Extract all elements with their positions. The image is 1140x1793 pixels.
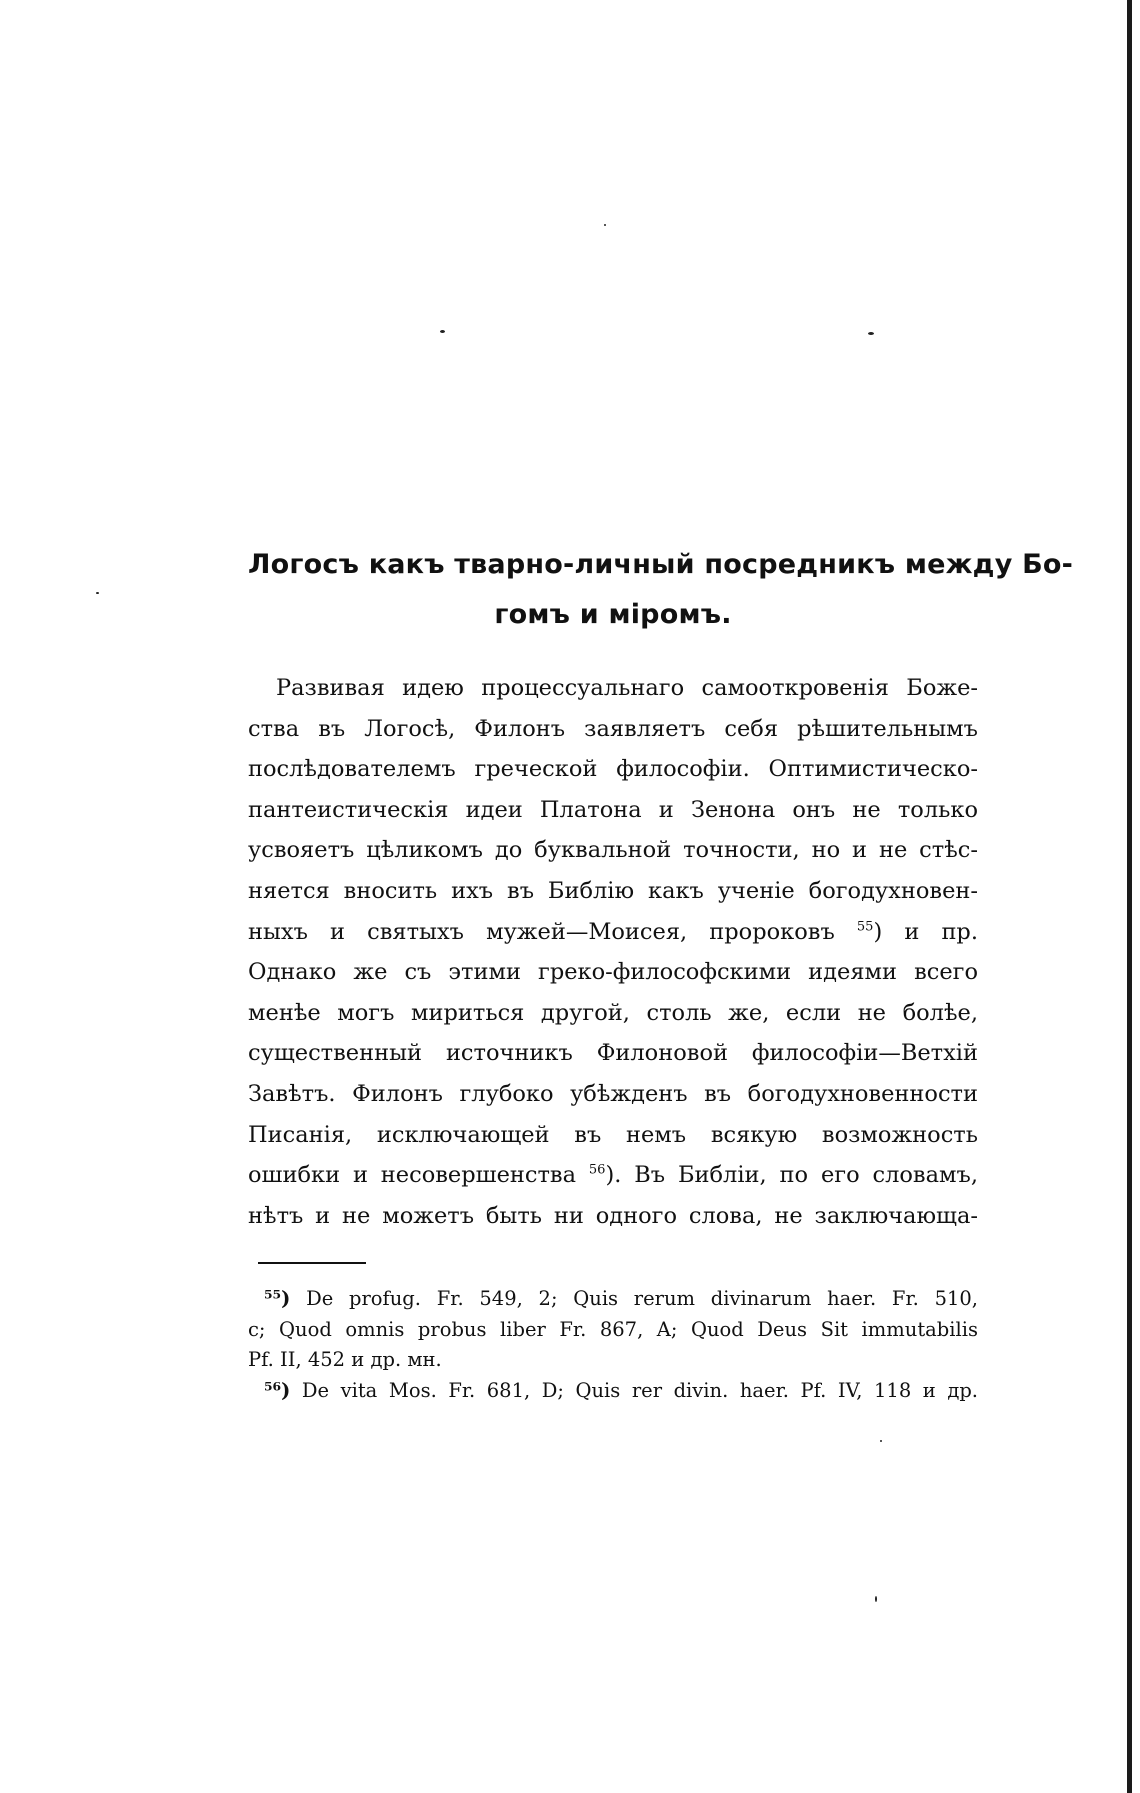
page-edge-shadow <box>1127 0 1132 1793</box>
footnote-divider <box>258 1262 366 1264</box>
scan-speck <box>868 332 874 335</box>
body-line-9: менѣе могъ мириться другой, столь же, если не болѣе, <box>248 999 978 1026</box>
body-line-2: ства въ Логосѣ, Филонъ заявляетъ себя рѣшительнымъ <box>248 715 978 742</box>
footnote-56-mark: ⁵⁶) <box>264 1378 291 1402</box>
footnote-ref-55[interactable]: 55 <box>856 919 874 935</box>
body-line-1: Развивая идею процессуальнаго самооткровенія Боже- <box>276 675 978 701</box>
footnote-56-line-1 <box>248 1376 978 1407</box>
footnote-56-text: De vita Mos. Fr. 681, D; Quis rer divin. haer. Pf. IV, 118 и др. <box>301 1378 979 1402</box>
footnotes <box>248 1284 978 1406</box>
body-line-3: послѣдователемъ греческой философіи. Оптимистическо- <box>248 756 978 783</box>
body-line-5: усвояетъ цѣликомъ до буквальной точности, но и не стѣс- <box>248 837 978 864</box>
body-line-12: Писанія, исключающей въ немъ всякую возможность <box>248 1121 978 1148</box>
footnote-55-mark: ⁵⁵) <box>264 1287 291 1310</box>
body-line-6: няется вносить ихъ въ Библію какъ ученіе богодухновен- <box>248 877 978 904</box>
footnote-55-line-2: c; Quod omnis probus liber Fr. 867, A; Quod Deus Sit immutabilis <box>248 1317 978 1341</box>
footnote-ref-56[interactable]: 56 <box>588 1162 606 1178</box>
body-line-13-text: ошибки и несовершенства <box>248 1162 577 1189</box>
chapter-title-line-1: Логосъ какъ тварно-личный посредникъ между Бо- <box>248 549 1074 580</box>
footnote-55-line-3: Pf. II, 452 и др. мн. <box>248 1348 442 1371</box>
footnote-55-line-1 <box>248 1284 978 1315</box>
scan-speck <box>875 1596 877 1602</box>
chapter-title <box>248 540 1074 640</box>
body-line-11: Завѣтъ. Филонъ глубоко убѣжденъ въ богодухновенности <box>248 1080 978 1107</box>
body-line-10: существенный источникъ Филоновой философіи—Ветхій <box>248 1040 978 1067</box>
body-line-8: Однако же съ этими греко-философскими идеями всего <box>248 959 978 986</box>
body-line-13-end: ). Въ Библіи, по его словамъ, <box>605 1162 978 1189</box>
body-line-4: пантеистическія идеи Платона и Зенона онъ не только <box>248 796 978 823</box>
body-paragraph <box>248 668 978 1236</box>
body-line-7-end: ) и пр. <box>873 918 978 945</box>
body-line-14: нѣтъ и не можетъ быть ни одного слова, не заключающа- <box>248 1202 978 1229</box>
scan-speck <box>604 224 606 226</box>
chapter-title-line-2: гомъ и міромъ. <box>494 599 732 630</box>
scan-speck <box>440 330 445 333</box>
body-line-13 <box>248 1155 978 1196</box>
body-line-7 <box>248 912 978 953</box>
scan-speck <box>880 1440 882 1442</box>
body-line-7-text: ныхъ и святыхъ мужей—Моисея, пророковъ <box>248 918 835 945</box>
footnote-55-text-1: De profug. Fr. 549, 2; Quis rerum divinarum haer. Fr. 510, <box>306 1287 978 1310</box>
scan-speck <box>96 592 99 594</box>
